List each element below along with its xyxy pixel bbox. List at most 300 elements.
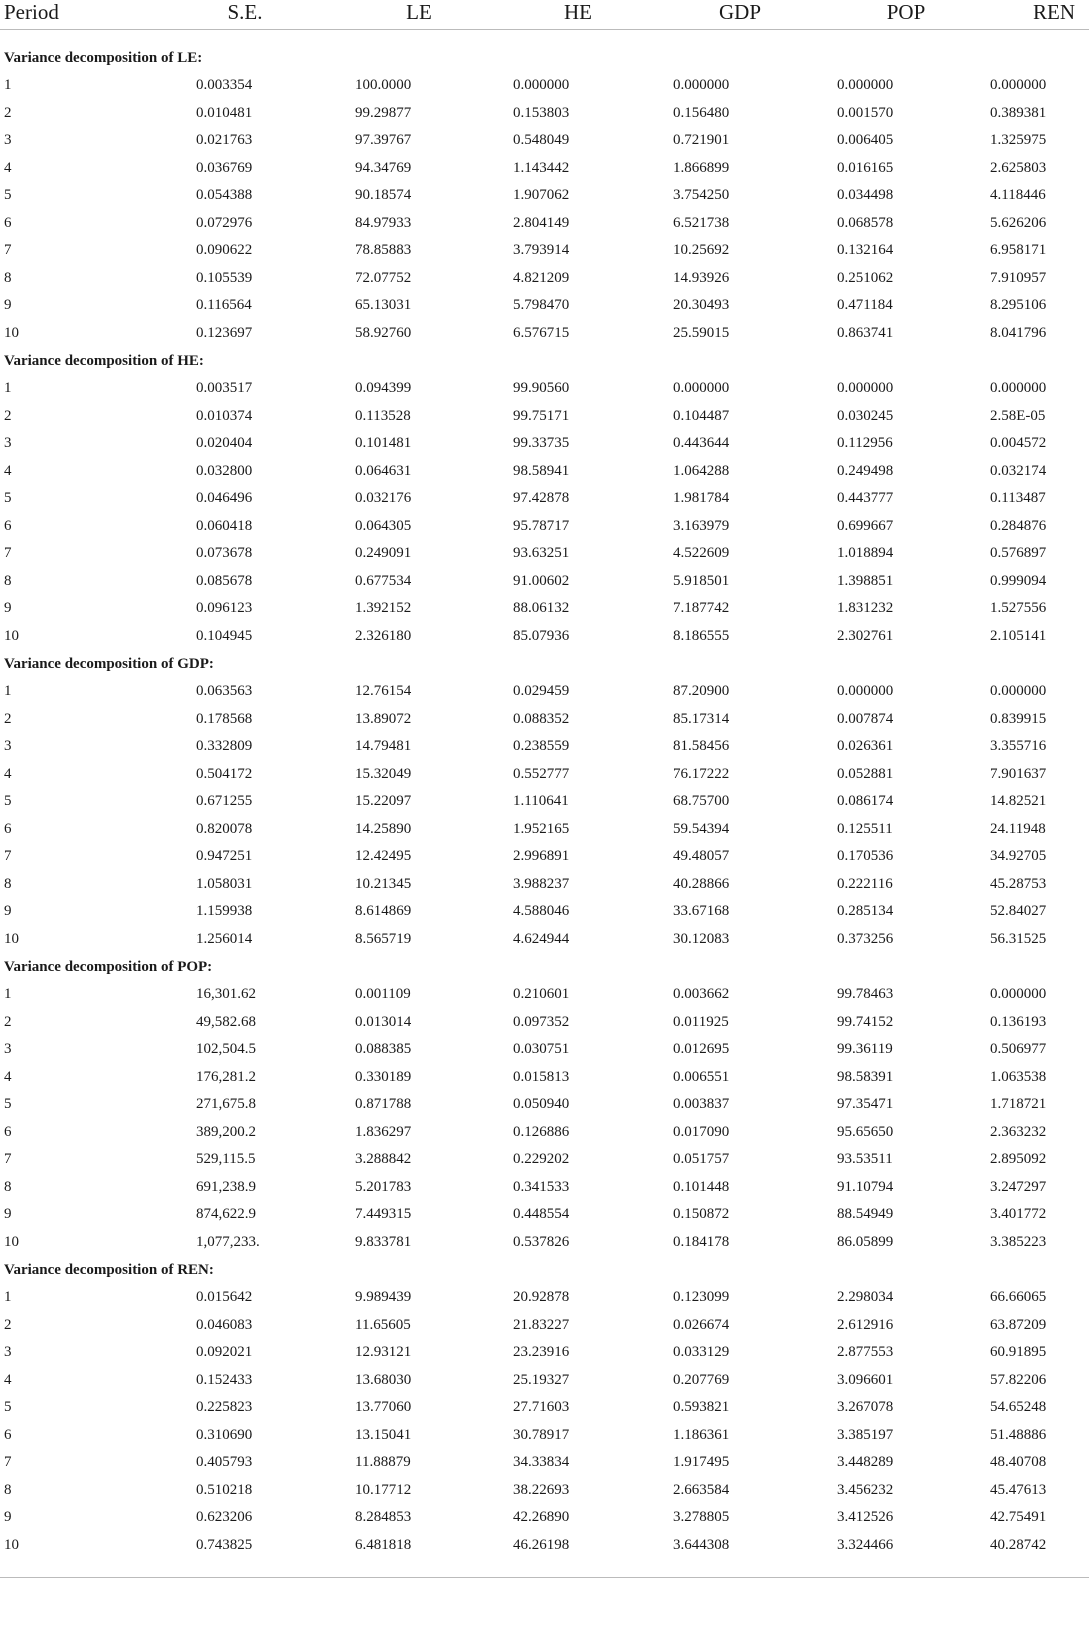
table-body: [0, 30, 1089, 1560]
cell-pop: 0.863741: [837, 324, 894, 341]
cell-ren: 54.65248: [990, 1399, 1047, 1416]
cell-period: 8: [4, 1481, 12, 1498]
cell-ren: 8.041796: [990, 324, 1047, 341]
cell-pop: 2.612916: [837, 1316, 894, 1333]
cell-he: 3.793914: [513, 242, 570, 259]
table-row: [0, 320, 1089, 348]
table-row: [0, 623, 1089, 651]
cell-le: 65.13031: [355, 297, 412, 314]
cell-ren: 34.92705: [990, 848, 1047, 865]
cell-se: 0.021763: [196, 132, 253, 149]
cell-period: 7: [4, 1454, 12, 1471]
cell-pop: 0.001570: [837, 104, 894, 121]
cell-he: 23.23916: [513, 1344, 570, 1361]
cell-period: 7: [4, 242, 12, 259]
cell-pop: 0.034498: [837, 187, 894, 204]
cell-period: 3: [4, 132, 12, 149]
cell-le: 90.18574: [355, 187, 412, 204]
section-heading-row: [0, 44, 1089, 72]
cell-gdp: 0.593821: [673, 1399, 730, 1416]
cell-le: 10.17712: [355, 1481, 412, 1498]
table-row: [0, 926, 1089, 954]
cell-se: 0.743825: [196, 1536, 253, 1553]
cell-le: 12.42495: [355, 848, 412, 865]
table-row: [0, 100, 1089, 128]
cell-he: 42.26890: [513, 1509, 570, 1526]
table-row: [0, 1449, 1089, 1477]
cell-le: 2.326180: [355, 627, 412, 644]
spacer-cell: [0, 30, 1089, 45]
table-row: [0, 788, 1089, 816]
cell-period: 10: [4, 1536, 19, 1553]
cell-period: 1: [4, 683, 12, 700]
cell-ren: 2.895092: [990, 1151, 1047, 1168]
cell-gdp: 0.026674: [673, 1316, 730, 1333]
cell-period: 4: [4, 1371, 12, 1388]
cell-period: 7: [4, 545, 12, 562]
table-row: [0, 761, 1089, 789]
cell-he: 0.153803: [513, 104, 570, 121]
cell-ren: 1.718721: [990, 1096, 1047, 1113]
cell-le: 58.92760: [355, 324, 412, 341]
table-row: [0, 816, 1089, 844]
cell-le: 0.064305: [355, 517, 412, 534]
cell-le: 11.65605: [355, 1316, 411, 1333]
cell-gdp: 0.184178: [673, 1233, 730, 1250]
cell-le: 12.93121: [355, 1344, 412, 1361]
cell-se: 0.015642: [196, 1289, 253, 1306]
cell-period: 3: [4, 1041, 12, 1058]
table-row: [0, 1367, 1089, 1395]
cell-le: 0.249091: [355, 545, 412, 562]
cell-se: 0.947251: [196, 848, 253, 865]
cell-se: 0.032800: [196, 462, 253, 479]
cell-gdp: 0.003837: [673, 1096, 730, 1113]
cell-gdp: 85.17314: [673, 710, 730, 727]
cell-gdp: 14.93926: [673, 269, 730, 286]
cell-se: 1.058031: [196, 875, 253, 892]
cell-pop: 0.373256: [837, 930, 894, 947]
cell-le: 100.0000: [355, 77, 412, 94]
cell-le: 78.85883: [355, 242, 412, 259]
cell-he: 99.75171: [513, 407, 570, 424]
cell-le: 5.201783: [355, 1178, 412, 1195]
cell-se: 0.096123: [196, 600, 253, 617]
cell-le: 1.392152: [355, 600, 412, 617]
table-row: [0, 265, 1089, 293]
cell-se: 271,675.8: [196, 1096, 256, 1113]
cell-period: 5: [4, 793, 12, 810]
cell-le: 72.07752: [355, 269, 412, 286]
cell-pop: 2.877553: [837, 1344, 894, 1361]
cell-gdp: 49.48057: [673, 848, 730, 865]
cell-he: 99.33735: [513, 435, 570, 452]
cell-he: 0.341533: [513, 1178, 570, 1195]
cell-se: 0.010481: [196, 104, 253, 121]
cell-he: 0.229202: [513, 1151, 570, 1168]
cell-he: 25.19327: [513, 1371, 570, 1388]
cell-pop: 88.54949: [837, 1206, 894, 1223]
cell-se: 0.090622: [196, 242, 253, 259]
cell-period: 3: [4, 435, 12, 452]
cell-pop: 0.030245: [837, 407, 894, 424]
cell-pop: 2.298034: [837, 1289, 894, 1306]
cell-gdp: 25.59015: [673, 324, 730, 341]
cell-period: 10: [4, 1233, 19, 1250]
cell-se: 0.010374: [196, 407, 253, 424]
cell-period: 5: [4, 1096, 12, 1113]
cell-ren: 14.82521: [990, 793, 1047, 810]
cell-period: 4: [4, 159, 12, 176]
cell-gdp: 0.156480: [673, 104, 730, 121]
cell-pop: 0.016165: [837, 159, 894, 176]
cell-ren: 5.626206: [990, 214, 1047, 231]
cell-le: 13.15041: [355, 1426, 412, 1443]
cell-ren: 45.47613: [990, 1481, 1047, 1498]
table-row: [0, 1532, 1089, 1560]
cell-pop: 0.125511: [837, 820, 893, 837]
table-row: [0, 1174, 1089, 1202]
cell-pop: 0.249498: [837, 462, 894, 479]
cell-gdp: 0.443644: [673, 435, 730, 452]
cell-se: 0.003517: [196, 380, 253, 397]
cell-ren: 0.136193: [990, 1013, 1047, 1030]
cell-he: 46.26198: [513, 1536, 570, 1553]
cell-pop: 95.65650: [837, 1123, 894, 1140]
cell-ren: 6.958171: [990, 242, 1047, 259]
cell-pop: 91.10794: [837, 1178, 894, 1195]
cell-he: 1.907062: [513, 187, 570, 204]
cell-gdp: 59.54394: [673, 820, 730, 837]
header-pop: POP: [822, 0, 990, 30]
cell-gdp: 2.663584: [673, 1481, 730, 1498]
cell-ren: 8.295106: [990, 297, 1047, 314]
cell-le: 12.76154: [355, 683, 412, 700]
cell-gdp: 0.000000: [673, 380, 730, 397]
cell-period: 6: [4, 820, 12, 837]
cell-he: 0.552777: [513, 765, 570, 782]
cell-se: 0.105539: [196, 269, 253, 286]
cell-le: 7.449315: [355, 1206, 412, 1223]
cell-he: 6.576715: [513, 324, 570, 341]
cell-pop: 0.007874: [837, 710, 894, 727]
cell-period: 2: [4, 1316, 12, 1333]
cell-se: 0.225823: [196, 1399, 253, 1416]
section-title: Variance decomposition of HE:: [4, 352, 204, 369]
table-row: [0, 843, 1089, 871]
cell-gdp: 0.150872: [673, 1206, 730, 1223]
cell-le: 1.836297: [355, 1123, 412, 1140]
cell-ren: 2.625803: [990, 159, 1047, 176]
cell-le: 0.032176: [355, 490, 412, 507]
cell-he: 98.58941: [513, 462, 570, 479]
cell-le: 0.013014: [355, 1013, 412, 1030]
cell-period: 7: [4, 848, 12, 865]
cell-le: 6.481818: [355, 1536, 412, 1553]
cell-se: 0.054388: [196, 187, 253, 204]
cell-he: 1.952165: [513, 820, 570, 837]
cell-he: 0.029459: [513, 683, 570, 700]
cell-he: 1.143442: [513, 159, 570, 176]
cell-gdp: 0.207769: [673, 1371, 730, 1388]
cell-he: 91.00602: [513, 572, 570, 589]
cell-period: 6: [4, 1123, 12, 1140]
cell-se: 0.072976: [196, 214, 253, 231]
cell-he: 1.110641: [513, 793, 569, 810]
cell-se: 389,200.2: [196, 1123, 256, 1140]
cell-se: 0.178568: [196, 710, 253, 727]
cell-se: 0.060418: [196, 517, 253, 534]
cell-ren: 48.40708: [990, 1454, 1047, 1471]
cell-period: 2: [4, 407, 12, 424]
cell-gdp: 1.866899: [673, 159, 730, 176]
cell-pop: 3.324466: [837, 1536, 894, 1553]
cell-ren: 66.66065: [990, 1289, 1047, 1306]
header-row: [0, 0, 1089, 30]
cell-ren: 56.31525: [990, 930, 1047, 947]
cell-le: 10.21345: [355, 875, 412, 892]
table-row: [0, 210, 1089, 238]
cell-ren: 0.576897: [990, 545, 1047, 562]
cell-se: 1,077,233.: [196, 1233, 260, 1250]
cell-gdp: 0.011925: [673, 1013, 729, 1030]
cell-he: 0.015813: [513, 1068, 570, 1085]
cell-se: 1.159938: [196, 903, 253, 920]
cell-pop: 0.170536: [837, 848, 894, 865]
header-se: S.E.: [150, 0, 340, 30]
cell-gdp: 6.521738: [673, 214, 730, 231]
table-row: [0, 403, 1089, 431]
cell-he: 95.78717: [513, 517, 570, 534]
cell-le: 99.29877: [355, 104, 412, 121]
cell-period: 10: [4, 627, 19, 644]
table-header: [0, 0, 1089, 30]
cell-period: 10: [4, 930, 19, 947]
cell-period: 6: [4, 214, 12, 231]
cell-pop: 0.699667: [837, 517, 894, 534]
table-row: [0, 733, 1089, 761]
cell-se: 874,622.9: [196, 1206, 256, 1223]
cell-period: 6: [4, 517, 12, 534]
cell-period: 5: [4, 187, 12, 204]
cell-pop: 3.096601: [837, 1371, 894, 1388]
header-period: Period: [0, 0, 150, 30]
cell-gdp: 8.186555: [673, 627, 730, 644]
cell-le: 0.064631: [355, 462, 412, 479]
cell-pop: 0.000000: [837, 683, 894, 700]
cell-he: 93.63251: [513, 545, 570, 562]
cell-pop: 86.05899: [837, 1233, 894, 1250]
cell-ren: 52.84027: [990, 903, 1047, 920]
cell-ren: 60.91895: [990, 1344, 1047, 1361]
cell-gdp: 3.644308: [673, 1536, 730, 1553]
cell-le: 0.101481: [355, 435, 412, 452]
table-row: [0, 1504, 1089, 1532]
cell-period: 4: [4, 462, 12, 479]
cell-se: 0.504172: [196, 765, 253, 782]
cell-gdp: 0.017090: [673, 1123, 730, 1140]
cell-gdp: 0.033129: [673, 1344, 730, 1361]
cell-pop: 3.412526: [837, 1509, 894, 1526]
cell-he: 34.33834: [513, 1454, 570, 1471]
cell-gdp: 20.30493: [673, 297, 730, 314]
cell-ren: 1.325975: [990, 132, 1047, 149]
table-row: [0, 981, 1089, 1009]
cell-ren: 2.105141: [990, 627, 1047, 644]
table-row: [0, 678, 1089, 706]
cell-gdp: 3.754250: [673, 187, 730, 204]
cell-pop: 0.132164: [837, 242, 894, 259]
cell-period: 8: [4, 572, 12, 589]
cell-he: 0.030751: [513, 1041, 570, 1058]
cell-pop: 0.000000: [837, 77, 894, 94]
cell-ren: 3.385223: [990, 1233, 1047, 1250]
cell-le: 0.113528: [355, 407, 411, 424]
table-row: [0, 513, 1089, 541]
table-row: [0, 1284, 1089, 1312]
cell-gdp: 87.20900: [673, 683, 730, 700]
cell-le: 0.871788: [355, 1096, 412, 1113]
cell-he: 38.22693: [513, 1481, 570, 1498]
cell-pop: 2.302761: [837, 627, 894, 644]
cell-ren: 51.48886: [990, 1426, 1047, 1443]
cell-pop: 0.443777: [837, 490, 894, 507]
cell-he: 21.83227: [513, 1316, 570, 1333]
cell-se: 16,301.62: [196, 986, 256, 1003]
cell-he: 97.42878: [513, 490, 570, 507]
cell-pop: 1.831232: [837, 600, 894, 617]
cell-period: 8: [4, 269, 12, 286]
cell-pop: 97.35471: [837, 1096, 894, 1113]
cell-ren: 3.401772: [990, 1206, 1047, 1223]
header-ren: REN: [990, 0, 1089, 30]
cell-ren: 2.58E-05: [990, 407, 1046, 424]
cell-se: 0.623206: [196, 1509, 253, 1526]
section-heading-row: [0, 650, 1089, 678]
cell-period: 1: [4, 380, 12, 397]
table-row: [0, 292, 1089, 320]
cell-gdp: 0.006551: [673, 1068, 730, 1085]
cell-se: 0.104945: [196, 627, 253, 644]
cell-period: 6: [4, 1426, 12, 1443]
cell-se: 0.116564: [196, 297, 252, 314]
table-row: [0, 1064, 1089, 1092]
cell-pop: 1.398851: [837, 572, 894, 589]
cell-period: 5: [4, 1399, 12, 1416]
header-gdp: GDP: [658, 0, 822, 30]
cell-gdp: 1.917495: [673, 1454, 730, 1471]
cell-ren: 63.87209: [990, 1316, 1047, 1333]
table-row: [0, 155, 1089, 183]
cell-le: 0.330189: [355, 1068, 412, 1085]
cell-ren: 0.389381: [990, 104, 1047, 121]
cell-he: 0.448554: [513, 1206, 570, 1223]
table-bottom-rule: [0, 1577, 1089, 1578]
table-row: [0, 1036, 1089, 1064]
cell-gdp: 0.003662: [673, 986, 730, 1003]
table-row: [0, 898, 1089, 926]
cell-se: 0.332809: [196, 738, 253, 755]
table-row: [0, 72, 1089, 100]
table-row: [0, 1119, 1089, 1147]
cell-se: 49,582.68: [196, 1013, 256, 1030]
cell-le: 3.288842: [355, 1151, 412, 1168]
cell-gdp: 1.981784: [673, 490, 730, 507]
cell-ren: 24.11948: [990, 820, 1046, 837]
cell-se: 0.310690: [196, 1426, 253, 1443]
cell-he: 0.088352: [513, 710, 570, 727]
cell-ren: 7.910957: [990, 269, 1047, 286]
cell-gdp: 1.064288: [673, 462, 730, 479]
cell-he: 27.71603: [513, 1399, 570, 1416]
cell-period: 9: [4, 903, 12, 920]
cell-ren: 0.839915: [990, 710, 1047, 727]
cell-pop: 99.78463: [837, 986, 894, 1003]
cell-se: 176,281.2: [196, 1068, 256, 1085]
cell-pop: 0.285134: [837, 903, 894, 920]
cell-he: 2.804149: [513, 214, 570, 231]
cell-period: 2: [4, 104, 12, 121]
cell-gdp: 0.000000: [673, 77, 730, 94]
table-row: [0, 182, 1089, 210]
cell-se: 0.003354: [196, 77, 253, 94]
cell-se: 529,115.5: [196, 1151, 256, 1168]
cell-gdp: 40.28866: [673, 875, 730, 892]
cell-period: 1: [4, 1289, 12, 1306]
cell-se: 1.256014: [196, 930, 253, 947]
cell-ren: 57.82206: [990, 1371, 1047, 1388]
cell-period: 2: [4, 1013, 12, 1030]
cell-pop: 0.112956: [837, 435, 893, 452]
header-he: HE: [498, 0, 658, 30]
cell-period: 3: [4, 1344, 12, 1361]
cell-se: 0.046496: [196, 490, 253, 507]
cell-se: 0.085678: [196, 572, 253, 589]
cell-gdp: 0.012695: [673, 1041, 730, 1058]
cell-gdp: 5.918501: [673, 572, 730, 589]
cell-pop: 0.068578: [837, 214, 894, 231]
cell-gdp: 7.187742: [673, 600, 730, 617]
section-heading-row: [0, 953, 1089, 981]
cell-period: 1: [4, 986, 12, 1003]
cell-se: 0.046083: [196, 1316, 253, 1333]
cell-he: 0.238559: [513, 738, 570, 755]
cell-ren: 42.75491: [990, 1509, 1047, 1526]
section-heading-row: [0, 347, 1089, 375]
cell-pop: 3.385197: [837, 1426, 894, 1443]
cell-le: 0.677534: [355, 572, 412, 589]
cell-period: 8: [4, 875, 12, 892]
cell-le: 8.565719: [355, 930, 412, 947]
cell-pop: 0.006405: [837, 132, 894, 149]
cell-he: 20.92878: [513, 1289, 570, 1306]
cell-se: 0.671255: [196, 793, 253, 810]
cell-ren: 0.113487: [990, 490, 1046, 507]
cell-ren: 0.506977: [990, 1041, 1047, 1058]
cell-se: 0.405793: [196, 1454, 253, 1471]
cell-ren: 0.004572: [990, 435, 1047, 452]
table-row: [0, 127, 1089, 155]
section-title: Variance decomposition of POP:: [4, 958, 213, 975]
cell-pop: 3.448289: [837, 1454, 894, 1471]
cell-le: 13.89072: [355, 710, 412, 727]
cell-he: 4.588046: [513, 903, 570, 920]
cell-ren: 0.000000: [990, 986, 1047, 1003]
cell-gdp: 4.522609: [673, 545, 730, 562]
cell-he: 4.821209: [513, 269, 570, 286]
cell-pop: 99.74152: [837, 1013, 894, 1030]
cell-he: 0.097352: [513, 1013, 570, 1030]
